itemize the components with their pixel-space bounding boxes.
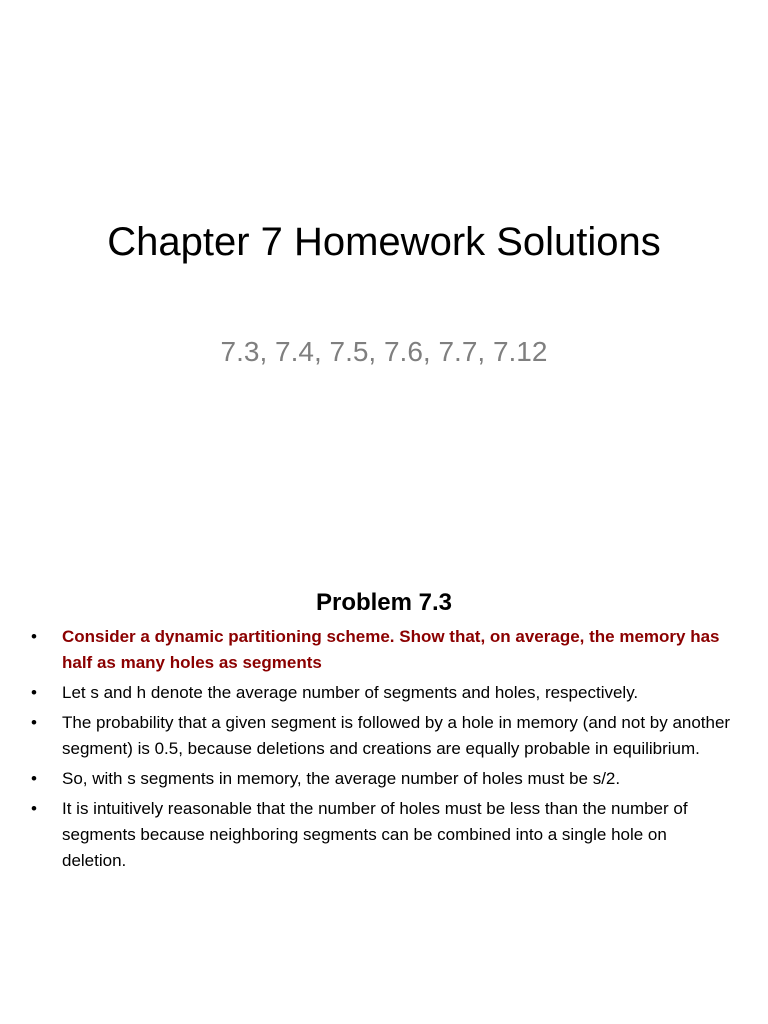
bullet-text: So, with s segments in memory, the average number of holes must be s/2. <box>62 769 621 788</box>
problem-title: Problem 7.3 <box>315 589 453 616</box>
bullet-text: Let s and h denote the average number of segments and holes, respectively. <box>62 683 639 702</box>
bullet-icon: • <box>31 683 37 702</box>
bullet-item <box>31 766 731 792</box>
bullet-item <box>31 680 731 706</box>
bullet-item <box>31 710 731 762</box>
bullet-icon: • <box>31 627 37 646</box>
bullet-item <box>31 796 731 874</box>
bullet-text: Consider a dynamic partitioning scheme. Show that, on average, the memory has half as many holes as segments <box>62 627 720 672</box>
bullet-icon: • <box>31 799 37 818</box>
problem-slide <box>0 512 768 1024</box>
bullet-icon: • <box>31 769 37 788</box>
bullet-text: It is intuitively reasonable that the number of holes must be less than the number of segments because neighboring segments can be combined into a single hole on deletion. <box>62 799 688 870</box>
slide-subtitle: 7.3, 7.4, 7.5, 7.6, 7.7, 7.12 <box>220 336 548 367</box>
bullet-text: The probability that a given segment is followed by a hole in memory (and not by another segment) is 0.5, because deletions and creations are equally probable in equilibrium. <box>62 713 731 758</box>
bullet-item-question <box>31 624 731 676</box>
bullet-icon: • <box>31 713 37 732</box>
slide-title: Chapter 7 Homework Solutions <box>107 220 661 264</box>
bullet-list <box>31 624 731 878</box>
